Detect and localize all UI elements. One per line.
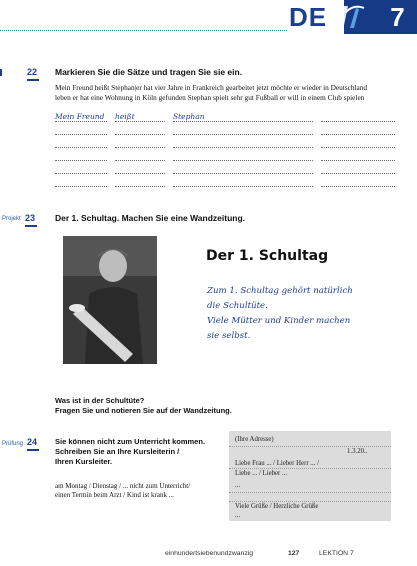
letter-template bbox=[229, 431, 391, 521]
letter-address: (Ihre Adresse) bbox=[235, 436, 274, 443]
letter-body: ... bbox=[235, 482, 241, 489]
hint-line: am Montag / Dienstag / ... nicht zum Unterricht/ bbox=[55, 482, 191, 490]
title-line: Sie können nicht zum Unterricht kommen. bbox=[55, 437, 206, 446]
exercise-title: Der 1. Schultag. Machen Sie eine Wandzeitung. bbox=[55, 213, 246, 223]
language-code: DE bbox=[287, 0, 344, 34]
hint-line: einen Termin beim Arzt / Kind ist krank ... bbox=[55, 491, 174, 499]
exercise-tag: Prüfung bbox=[2, 441, 24, 447]
letter-date: 1.3.20.. bbox=[347, 448, 368, 455]
letter-greeting: Liebe ... / Lieber ... bbox=[235, 470, 288, 477]
exercise-title bbox=[55, 437, 215, 467]
exercise-tag: Projekt bbox=[2, 216, 21, 222]
lesson-label: LEKTION 7 bbox=[319, 550, 354, 557]
page-word: einhundertsiebenundzwanzig bbox=[165, 550, 254, 557]
wall-newspaper-title: Der 1. Schultag bbox=[206, 248, 329, 264]
exercise-number-underline bbox=[25, 225, 37, 227]
question-block bbox=[55, 396, 315, 416]
exercise-number: 24 bbox=[27, 437, 38, 447]
margin-mark bbox=[0, 69, 2, 76]
letter-line bbox=[229, 468, 391, 469]
title-line: Ihren Kursleiter. bbox=[55, 457, 113, 466]
exercise-number-underline bbox=[27, 79, 39, 81]
wall-line: Viele Mütter und Kinder machen bbox=[207, 316, 351, 326]
letter-greeting: Liebe Frau ... / Lieber Herr ... / bbox=[235, 460, 319, 467]
handwritten-word: Mein Freund bbox=[55, 112, 105, 121]
letter-line bbox=[229, 492, 391, 493]
header-rule bbox=[0, 30, 287, 31]
exercise-text: Mein Freund heißt Stephan|er hat vier Jahre in Frankreich gearbeitet jetzt möchte er wieder in Deutschland leben er hat eine Wohnung in Köln gefunden Stephan spielt sehr gut Fußball er will in einem Club spielen bbox=[55, 83, 368, 102]
exercise-number-underline bbox=[27, 449, 39, 451]
exercise-title: Markieren Sie die Sätze und tragen Sie sie ein. bbox=[55, 67, 243, 77]
letter-closing: Viele Grüße / Herzliche Grüße bbox=[235, 503, 319, 510]
brush-logo-icon bbox=[334, 2, 368, 32]
exercise-hints bbox=[55, 482, 225, 500]
question-line: Was ist in der Schultüte? bbox=[55, 396, 145, 405]
handwritten-word: Stephan bbox=[173, 112, 205, 121]
question-line: Fragen Sie und notieren Sie auf der Wandzeitung. bbox=[55, 406, 232, 415]
wall-line: sie selbst. bbox=[207, 331, 251, 341]
title-line: Schreiben Sie an Ihre Kursleiterin / bbox=[55, 447, 180, 456]
exercise-number: 22 bbox=[27, 67, 38, 77]
page-number: 127 bbox=[288, 550, 300, 557]
letter-line bbox=[229, 501, 391, 502]
letter-signature: ... bbox=[235, 512, 241, 519]
chapter-number: 7 bbox=[390, 2, 405, 32]
exercise-number: 23 bbox=[25, 213, 36, 223]
wall-newspaper-text bbox=[207, 284, 382, 344]
wall-line: Zum 1. Schultag gehört natürlich bbox=[207, 286, 353, 296]
handwritten-word: heißt bbox=[115, 112, 135, 121]
child-photo bbox=[63, 236, 157, 364]
wall-line: die Schultüte. bbox=[207, 301, 268, 311]
